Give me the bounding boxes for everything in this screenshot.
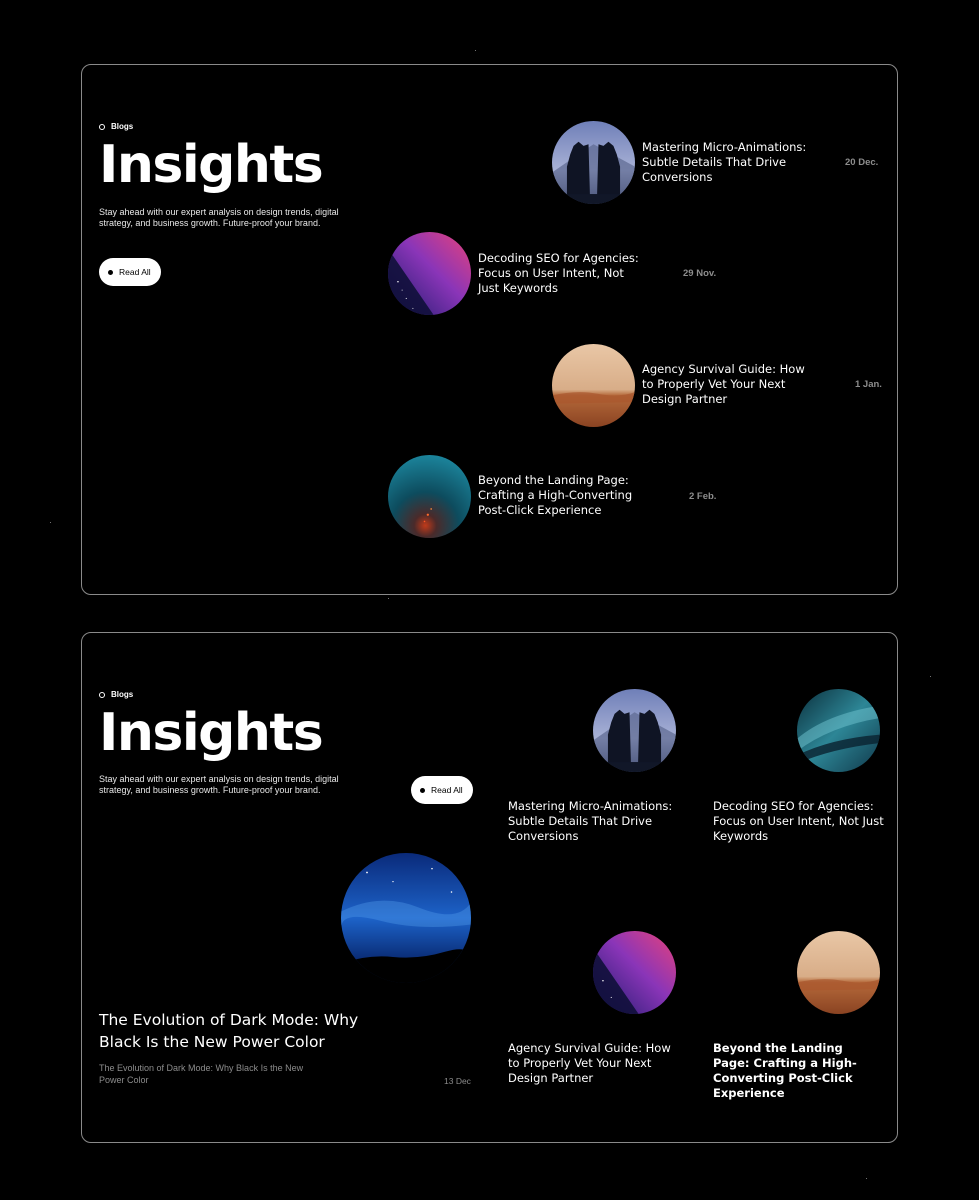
desert-image [797,931,880,1014]
post-title[interactable]: Decoding SEO for Agencies: Focus on User Intent, Not Just Keywords [713,799,884,843]
post-thumbnail-desert[interactable] [797,931,880,1014]
desert-image [552,344,635,427]
night-sky-image [341,853,471,983]
bullet-icon [108,270,113,275]
post-date: 29 Nov. [683,268,717,279]
background-star [866,1178,867,1179]
page-title: Insights [99,135,323,195]
page-title: Insights [99,703,323,763]
nebula-image [388,232,471,315]
read-all-button[interactable]: Read All [411,776,473,804]
background-star [930,676,931,677]
section-label [99,690,133,699]
post-title[interactable]: Agency Survival Guide: How to Properly Vet Your Next Design Partner [642,362,805,406]
temple-gate-image [593,689,676,772]
post-date: 2 Feb. [689,491,717,502]
nebula-image [593,931,676,1014]
post-date: 1 Jan. [855,379,882,390]
post-thumbnail-temple[interactable] [593,689,676,772]
post-title[interactable]: Beyond the Landing Page: Crafting a High-Converting Post-Click Experience [713,1041,857,1100]
circle-icon [99,124,105,130]
featured-post-subtitle: The Evolution of Dark Mode: Why Black Is the New Power Color [99,1063,304,1085]
bullet-icon [420,788,425,793]
post-title[interactable]: Mastering Micro-Animations: Subtle Details That Drive Conversions [508,799,673,843]
post-thumbnail-desert[interactable] [552,344,635,427]
post-title[interactable]: Beyond the Landing Page: Crafting a High-Converting Post-Click Experience [478,473,633,517]
featured-post-date: 13 Dec [444,1076,471,1086]
post-date: 20 Dec. [845,157,879,168]
section-label-text: Blogs [111,122,134,131]
temple-gate-image [552,121,635,204]
circle-icon [99,692,105,698]
post-title[interactable]: Mastering Micro-Animations: Subtle Details That Drive Conversions [642,140,807,184]
post-title[interactable]: Agency Survival Guide: How to Properly Vet Your Next Design Partner [508,1041,671,1085]
post-thumbnail-nebula[interactable] [388,232,471,315]
insights-panel-list [81,64,898,595]
insights-panel-grid [81,632,898,1143]
post-thumbnail-nebula[interactable] [593,931,676,1014]
page-description: Stay ahead with our expert analysis on design trends, digital strategy, and business growth. Future-proof your brand. [99,207,339,228]
featured-post-title[interactable]: The Evolution of Dark Mode: Why Black Is the New Power Color [99,1011,359,1051]
background-star [388,598,389,599]
section-label-text: Blogs [111,690,134,699]
abstract-teal-image [797,689,880,772]
read-all-button[interactable]: Read All [99,258,161,286]
post-thumbnail-abstract-teal[interactable] [797,689,880,772]
post-title[interactable]: Decoding SEO for Agencies: Focus on User Intent, Not Just Keywords [478,251,639,295]
background-star [475,50,476,51]
post-thumbnail-temple[interactable] [552,121,635,204]
section-label [99,122,133,131]
featured-thumbnail-night-sky[interactable] [341,853,471,983]
teal-burst-image [388,455,471,538]
background-star [50,522,51,523]
post-thumbnail-teal[interactable] [388,455,471,538]
page-description: Stay ahead with our expert analysis on design trends, digital strategy, and business growth. Future-proof your brand. [99,774,339,795]
